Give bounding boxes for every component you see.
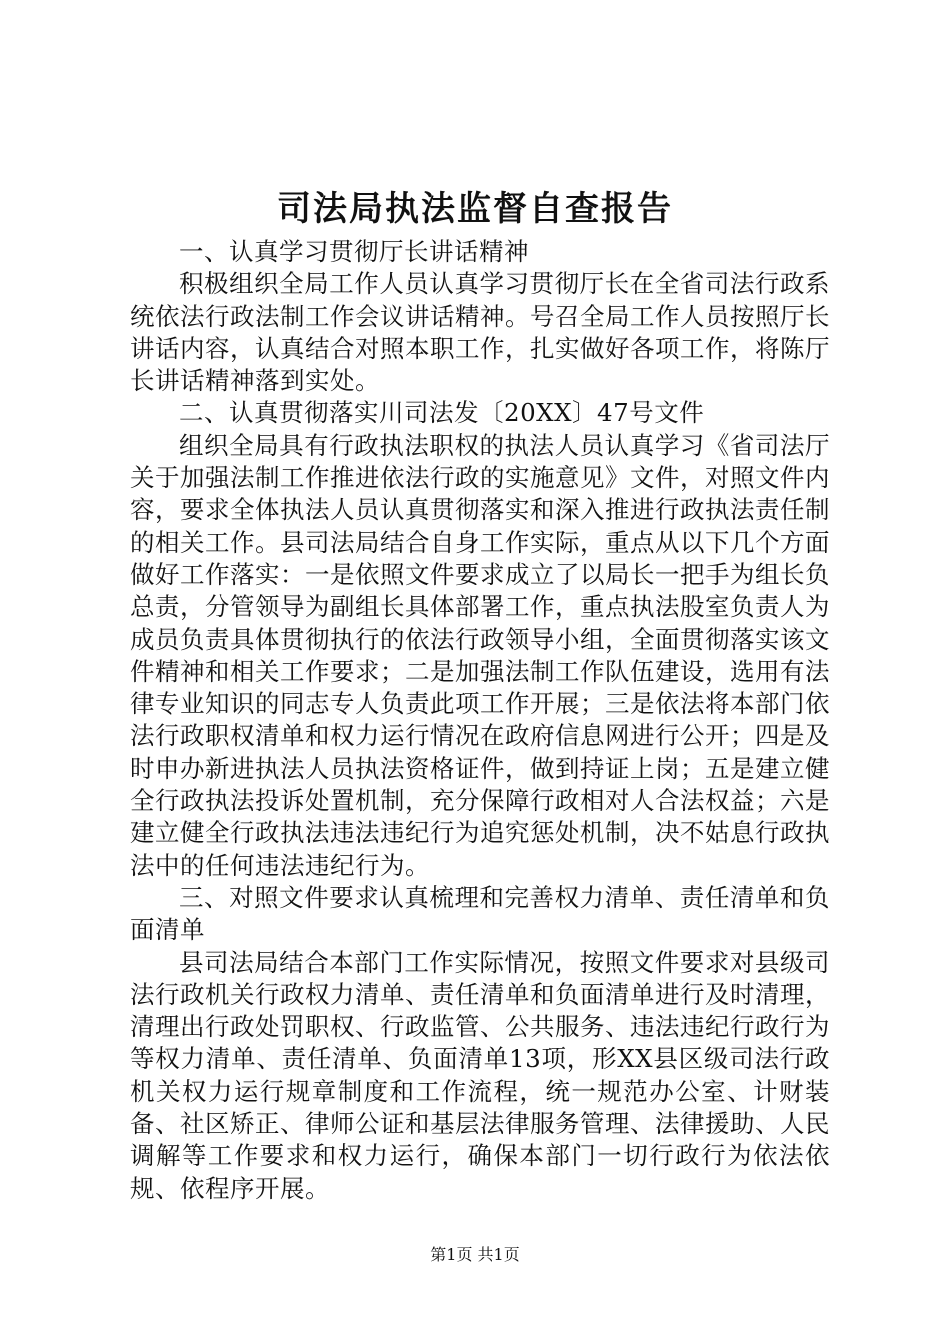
section-heading-3: 三、对照文件要求认真梳理和完善权力清单、责任清单和负面清单: [130, 882, 830, 945]
section-body-2: 组织全局具有行政执法职权的执法人员认真学习《省司法厅关于加强法制工作推进依法行政的实施意见》文件，对照文件内容，要求全体执法人员认真贯彻落实和深入推进行政执法责任制的相关工作。县司法局结合自身工作实际，重点从以下几个方面做好工作落实：一是依照文件要求成立了以局长一把手为组长负总责，分管领导为副组长具体部署工作，重点执法股室负责人为成员负责具体贯彻执行的依法行政领导小组，全面贯彻落实该文件精神和相关工作要求；二是加强法制工作队伍建设，选用有法律专业知识的同志专人负责此项工作开展；三是依法将本部门依法行政职权清单和权力运行情况在政府信息网进行公开；四是及时申办新进执法人员执法资格证件，做到持证上岗；五是建立健全行政执法投诉处置机制，充分保障行政相对人合法权益；六是建立健全行政执法违法违纪行为追究惩处机制，决不姑息行政执法中的任何违法违纪行为。: [130, 430, 830, 880]
document-body: [130, 236, 830, 1205]
section-body-1: 积极组织全局工作人员认真学习贯彻厅长在全省司法行政系统依法行政法制工作会议讲话精神。号召全局工作人员按照厅长讲话内容，认真结合对照本职工作，扎实做好各项工作，将陈厅长讲话精神落到实处。: [130, 269, 830, 396]
section-heading-2: 二、认真贯彻落实川司法发〔20XX〕47号文件: [179, 398, 705, 428]
document-title: 司法局执法监督自查报告: [277, 189, 673, 229]
page-number-footer: 第1页 共1页: [430, 1245, 520, 1264]
section-heading-1: 一、认真学习贯彻厅长讲话精神: [179, 237, 529, 266]
section-body-3: 县司法局结合本部门工作实际情况，按照文件要求对县级司法行政机关行政权力清单、责任清单和负面清单进行及时清理，清理出行政处罚职权、行政监管、公共服务、违法违纪行政行为等权力清单、责任清单、负面清单13项，形XX县区级司法行政机关权力运行规章制度和工作流程，统一规范办公室、计财装备、社区矫正、律师公证和基层法律服务管理、法律援助、人民调解等工作要求和权力运行，确保本部门一切行政行为依法依规、依程序开展。: [130, 947, 830, 1203]
